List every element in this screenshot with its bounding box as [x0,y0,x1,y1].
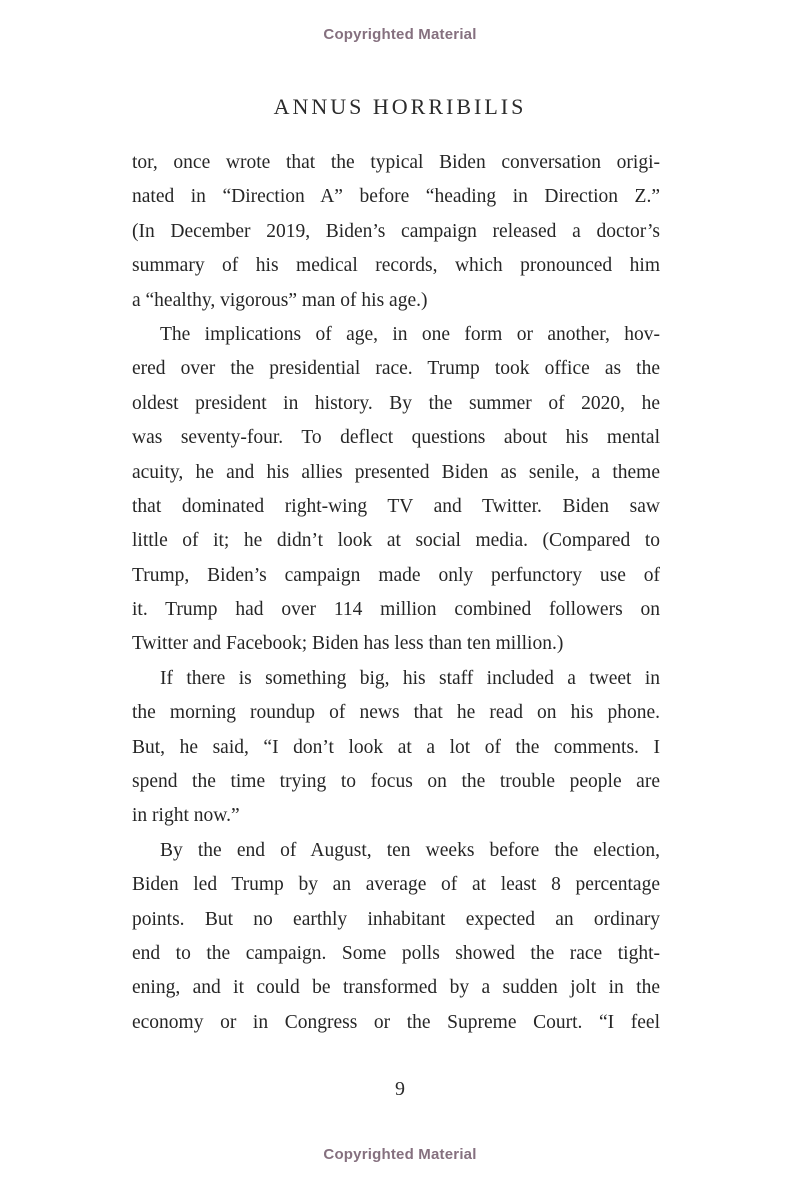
body-line: end to the campaign. Some polls showed the race tight- [132,942,660,964]
body-line: it. Trump had over 114 million combined followers on [132,599,660,621]
body-line: little of it; he didn’t look at social media. (Compared to [132,530,660,552]
body-line: economy or in Congress or the Supreme Court. “I feel [132,1011,660,1033]
body-line: spend the time trying to focus on the trouble people are [132,771,660,793]
body-line: By the end of August, ten weeks before the election, [160,839,660,861]
body-line: Trump, Biden’s campaign made only perfunctory use of [132,564,660,586]
body-line: was seventy-four. To deflect questions about his mental [132,427,660,449]
body-line: that dominated right-wing TV and Twitter. Biden saw [132,495,660,517]
body-line: Biden led Trump by an average of at least 8 percentage [132,874,660,896]
body-line: nated in “Direction A” before “heading in Direction Z.” [132,186,660,208]
body-text [132,146,660,1040]
running-head: ANNUS HORRIBILIS [273,94,527,119]
body-line: a “healthy, vigorous” man of his age.) [132,289,428,311]
body-line: tor, once wrote that the typical Biden conversation origi- [132,152,660,173]
body-line: ening, and it could be transformed by a sudden jolt in the [132,977,660,999]
page-number: 9 [395,1078,405,1100]
body-line: If there is something big, his staff included a tweet in [160,667,660,689]
body-line: Twitter and Facebook; Biden has less than ten million.) [132,633,564,655]
body-line: acuity, he and his allies presented Biden as senile, a theme [132,461,660,483]
body-line: in right now.” [132,805,240,827]
body-line: summary of his medical records, which pronounced him [132,255,660,277]
body-line: points. But no earthly inhabitant expected an ordinary [132,908,660,930]
body-line: ered over the presidential race. Trump took office as the [132,358,660,380]
body-line: oldest president in history. By the summer of 2020, he [132,392,660,414]
body-line: the morning roundup of news that he read on his phone. [132,702,660,724]
copyright-notice-bottom: Copyrighted Material [323,1146,477,1163]
body-line: The implications of age, in one form or another, hov- [160,323,660,345]
body-line: But, he said, “I don’t look at a lot of the comments. I [132,736,660,758]
body-line: (In December 2019, Biden’s campaign released a doctor’s [132,220,660,242]
copyright-notice-top: Copyrighted Material [323,26,477,43]
